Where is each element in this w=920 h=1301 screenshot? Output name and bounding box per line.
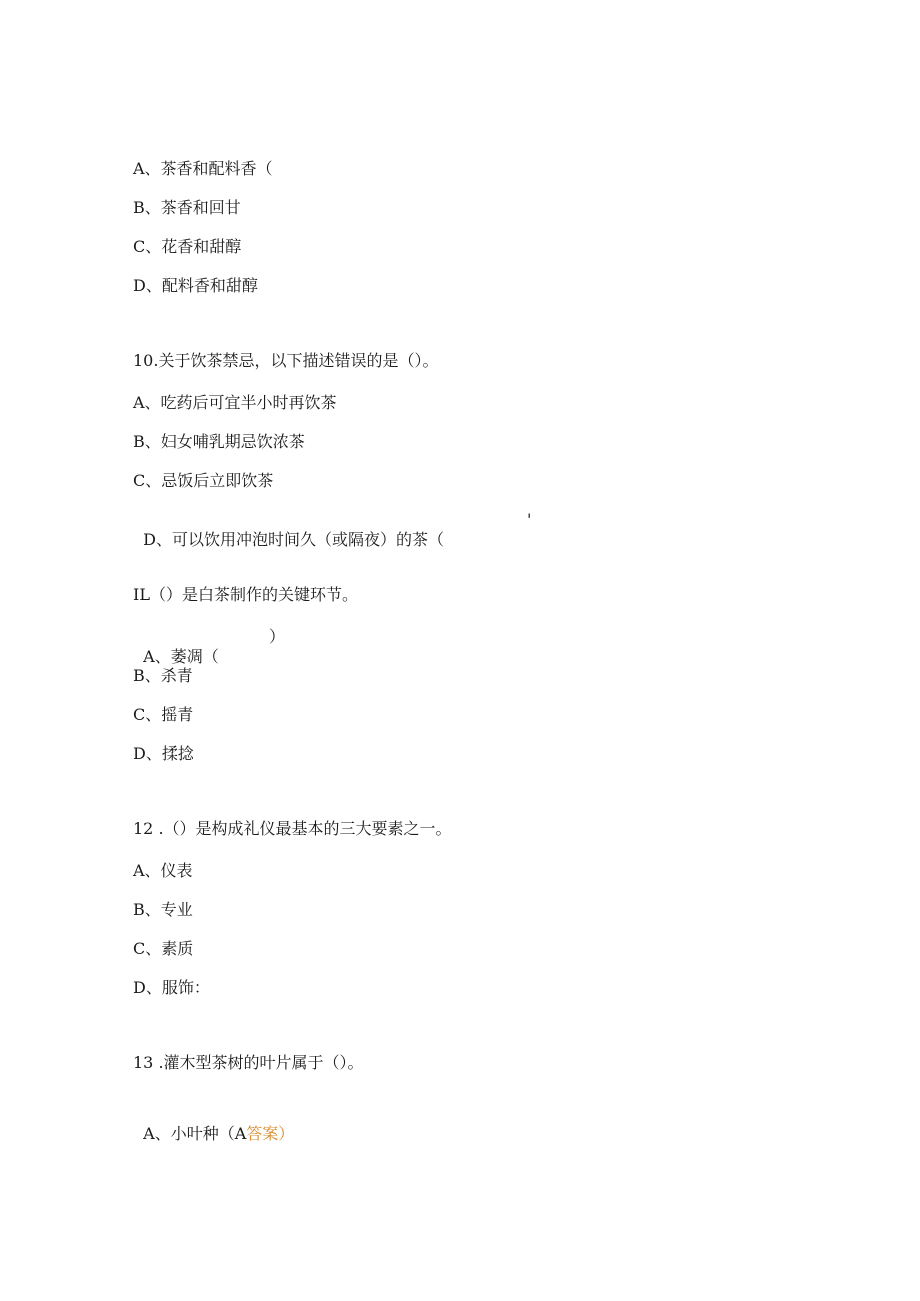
q12-option-b: B、专业 [133, 900, 193, 919]
q11-option-a-tail: ） [269, 627, 286, 646]
q9-option-b: B、茶香和回甘 [133, 198, 241, 217]
q13-stem: 13 .灌木型茶树的叶片属于（）。 [133, 1053, 364, 1072]
q9-option-d: D、配料香和甜醇 [133, 276, 258, 295]
q10-option-d-text: D、可以饮用冲泡时间久（或隔夜）的茶（ [143, 530, 445, 549]
q10-option-b: B、妇女哺乳期忌饮浓茶 [133, 432, 305, 451]
q13-option-a-text: A、小叶种（A [143, 1124, 247, 1143]
q10-option-d [133, 510, 532, 570]
q12-option-d: D、服饰： [133, 978, 210, 997]
q10-option-d-tail: ' [527, 510, 532, 529]
q11-option-d: D、揉捻 [133, 744, 194, 763]
q12-option-c: C、素质 [133, 939, 194, 958]
q10-stem: 10.关于饮茶禁忌，以下描述错误的是（）。 [133, 351, 439, 370]
q11-option-c: C、摇青 [133, 705, 194, 724]
q10-option-a: A、吃药后可宜半小时再饮茶 [133, 393, 337, 412]
q11-option-a-text: A、萎凋（ [143, 647, 219, 666]
q9-option-a: A、茶香和配料香（ [133, 159, 273, 178]
q11-stem: IL（）是白茶制作的关键环节。 [133, 585, 358, 604]
q12-option-a: A、仪表 [133, 861, 193, 880]
q11-option-b: B、杀青 [133, 666, 193, 685]
q9-option-c: C、花香和甜醇 [133, 237, 242, 256]
q13-option-a [133, 1104, 294, 1144]
q10-option-c: C、忌饭后立即饮茶 [133, 471, 274, 490]
q12-stem: 12 .（）是构成礼仪最基本的三大要素之一。 [133, 819, 452, 838]
q13-answer-label: 答案） [246, 1124, 295, 1143]
